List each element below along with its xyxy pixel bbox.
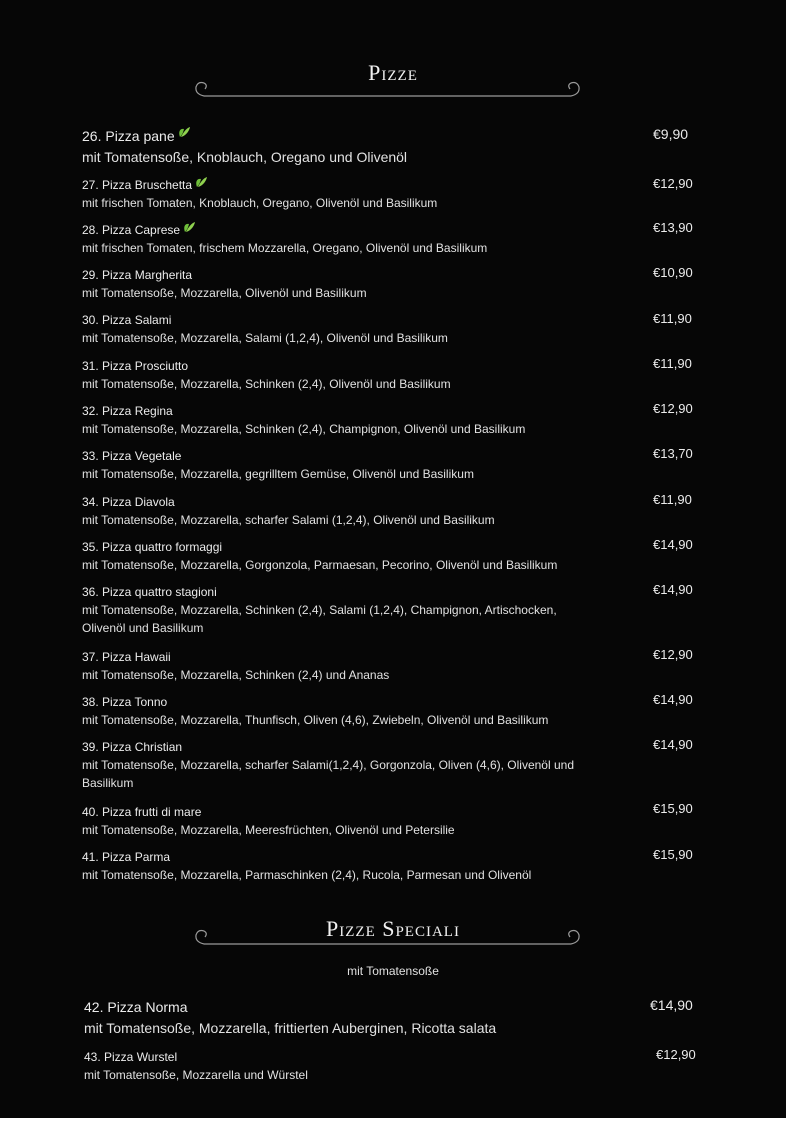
item-description: mit Tomatensoße, Mozzarella, Thunfisch, Oliven (4,6), Zwiebeln, Olivenöl und Basilikum (82, 713, 549, 727)
item-description: mit Tomatensoße, Mozzarella, frittierten Auberginen, Ricotta salata (84, 1020, 497, 1036)
menu-item (82, 693, 602, 729)
item-description: mit Tomatensoße, Mozzarella, Salami (1,2,4), Olivenöl und Basilikum (82, 331, 448, 345)
item-price: €12,90 (653, 401, 693, 416)
leaf-icon (194, 176, 208, 188)
item-name: 35. Pizza quattro formaggi (82, 540, 223, 554)
item-price: €15,90 (653, 801, 693, 816)
menu-item (82, 311, 602, 347)
item-description: mit Tomatensoße, Mozzarella, scharfer Salami(1,2,4), Gorgonzola, Oliven (4,6), Olivenöl und Basilikum (82, 758, 574, 790)
menu-item (82, 176, 602, 212)
item-description: mit Tomatensoße, Mozzarella, Parmaschinken (2,4), Rucola, Parmesan und Olivenöl (82, 868, 532, 882)
menu-item (84, 997, 624, 1039)
item-description: mit Tomatensoße, Mozzarella, Schinken (2,4) und Ananas (82, 668, 390, 682)
item-name: 33. Pizza Vegetale (82, 449, 182, 463)
item-name: 30. Pizza Salami (82, 313, 172, 327)
item-price: €10,90 (653, 265, 693, 280)
item-price: €14,90 (653, 537, 693, 552)
item-description: mit Tomatensoße, Knoblauch, Oregano und Olivenöl (82, 149, 408, 165)
scroll-ornament-icon (190, 78, 585, 104)
item-description: mit frischen Tomaten, Knoblauch, Oregano, Olivenöl und Basilikum (82, 196, 438, 210)
item-price: €11,90 (653, 356, 692, 371)
item-name: 39. Pizza Christian (82, 740, 183, 754)
item-price: €12,90 (653, 647, 693, 662)
item-name: 29. Pizza Margherita (82, 268, 193, 282)
menu-item (82, 266, 602, 302)
item-description: mit Tomatensoße, Mozzarella, Meeresfrüchten, Olivenöl und Petersilie (82, 823, 455, 837)
menu-item (82, 848, 602, 884)
menu-item (82, 648, 602, 684)
item-name: 34. Pizza Diavola (82, 495, 175, 509)
item-name: 31. Pizza Prosciutto (82, 359, 189, 373)
section-title-pizze-speciali: Pizze Speciali (326, 916, 460, 941)
item-description: mit Tomatensoße, Mozzarella, scharfer Salami (1,2,4), Olivenöl und Basilikum (82, 513, 495, 527)
item-price: €13,70 (653, 446, 693, 461)
menu-item (82, 126, 602, 168)
item-name: 40. Pizza frutti di mare (82, 805, 202, 819)
item-description: mit Tomatensoße, Mozzarella, Schinken (2,4), Olivenöl und Basilikum (82, 377, 451, 391)
item-price: €14,90 (653, 737, 693, 752)
section-note: mit Tomatensoße (347, 964, 439, 978)
item-name: 43. Pizza Wurstel (84, 1050, 178, 1064)
item-name: 28. Pizza Caprese (82, 223, 181, 237)
item-description: mit frischen Tomaten, frischem Mozzarella, Oregano, Olivenöl und Basilikum (82, 241, 488, 255)
item-price: €11,90 (653, 311, 692, 326)
item-price: €15,90 (653, 847, 693, 862)
item-price: €14,90 (650, 997, 693, 1013)
item-name: 38. Pizza Tonno (82, 695, 168, 709)
item-name: 41. Pizza Parma (82, 850, 171, 864)
item-description: mit Tomatensoße, Mozzarella, Olivenöl und Basilikum (82, 286, 367, 300)
item-description: mit Tomatensoße, Mozzarella, Schinken (2,4), Salami (1,2,4), Champignon, Artischocken, Olivenöl und Basilikum (82, 603, 557, 635)
item-description: mit Tomatensoße, Mozzarella, Schinken (2,4), Champignon, Olivenöl und Basilikum (82, 422, 526, 436)
item-price: €14,90 (653, 582, 693, 597)
item-name: 32. Pizza Regina (82, 404, 173, 418)
item-price: €12,90 (656, 1047, 696, 1062)
item-name: 42. Pizza Norma (84, 999, 188, 1015)
menu-item (82, 803, 602, 839)
item-price: €14,90 (653, 692, 693, 707)
menu-item (82, 583, 602, 637)
item-name: 36. Pizza quattro stagioni (82, 585, 217, 599)
menu-item (82, 538, 602, 574)
item-description: mit Tomatensoße, Mozzarella, Gorgonzola, Parmaesan, Pecorino, Olivenöl und Basilikum (82, 558, 558, 572)
menu-item (82, 447, 602, 483)
item-price: €11,90 (653, 492, 692, 507)
menu-item (82, 402, 602, 438)
section-title-pizze: Pizze (368, 60, 418, 85)
menu-item (82, 738, 602, 792)
item-name: 37. Pizza Hawaii (82, 650, 171, 664)
menu-item (82, 493, 602, 529)
item-name: 26. Pizza pane (82, 128, 175, 144)
item-description: mit Tomatensoße, Mozzarella, gegrilltem Gemüse, Olivenöl und Basilikum (82, 467, 474, 481)
item-price: €9,90 (653, 126, 689, 142)
item-description: mit Tomatensoße, Mozzarella und Würstel (84, 1068, 308, 1082)
item-price: €13,90 (653, 220, 693, 235)
item-name: 27. Pizza Bruschetta (82, 178, 193, 192)
leaf-icon (182, 221, 196, 233)
menu-item (82, 357, 602, 393)
leaf-icon (177, 126, 191, 138)
item-price: €12,90 (653, 176, 693, 191)
scroll-ornament-icon (190, 926, 585, 952)
menu-item (82, 221, 602, 257)
menu-item (84, 1048, 604, 1084)
